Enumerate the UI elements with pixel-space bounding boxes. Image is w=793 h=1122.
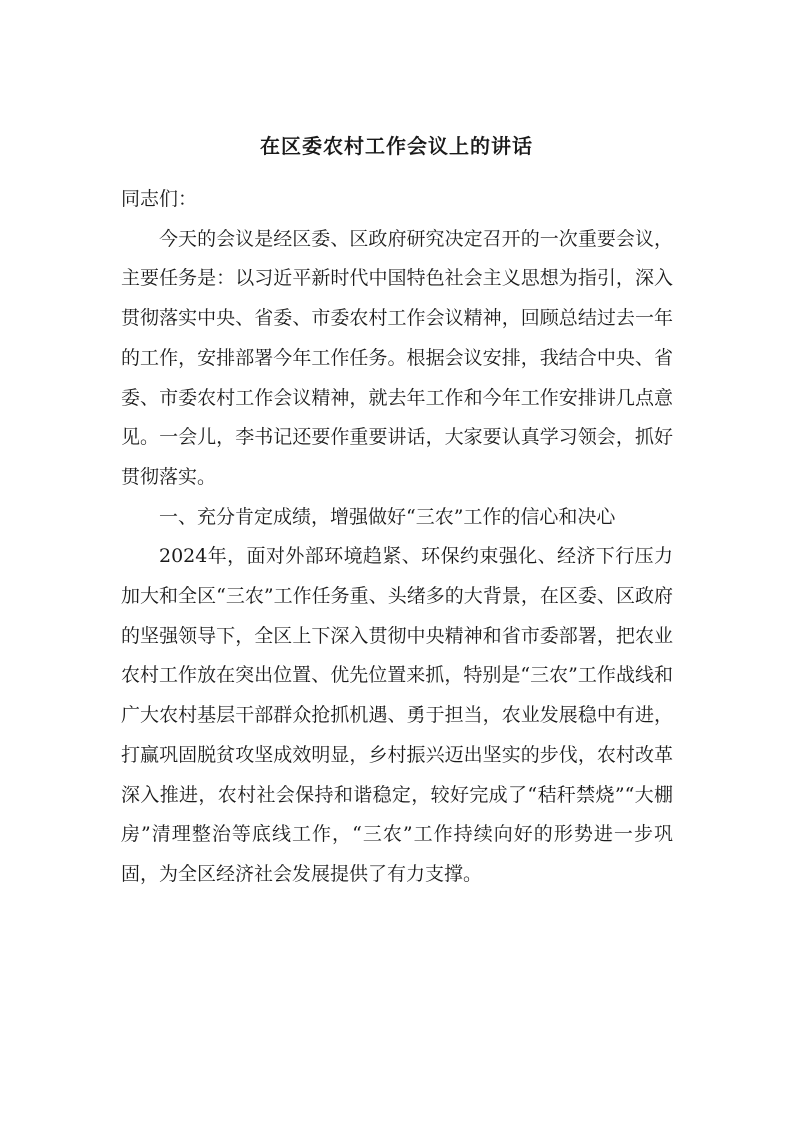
- paragraph-achievements: 2024年，面对外部环境趋紧、环保约束强化、经济下行压力加大和全区“三农”工作任务重、头绪多的大背景，在区委、区政府的坚强领导下，全区上下深入贯彻中央精神和省市委部署，把农业农村工作放在突出位置、优先位置来抓，特别是“三农”工作战线和广大农村基层干部群众抢抓机遇、勇于担当，农业发展稳中有进，打赢巩固脱贫攻坚成效明显，乡村振兴迈出坚实的步伐，农村改革深入推进，农村社会保持和谐稳定，较好完成了“秸秆禁烧”“大棚房”清理整治等底线工作，“三农”工作持续向好的形势进一步巩固，为全区经济社会发展提供了有力支撑。: [121, 545, 673, 885]
- paragraph-intro: 今天的会议是经区委、区政府研究决定召开的一次重要会议，主要任务是：以习近平新时代中国特色社会主义思想为指引，深入贯彻落实中央、省委、市委农村工作会议精神，回顾总结过去一年的工作，安排部署今年工作任务。根据会议安排，我结合中央、省委、市委农村工作会议精神，就去年工作和今年工作安排讲几点意见。一会儿，李书记还要作重要讲话，大家要认真学习领会，抓好贯彻落实。: [121, 227, 673, 488]
- section-heading-1: 一、充分肯定成绩，增强做好“三农”工作的信心和决心: [159, 505, 616, 528]
- salutation: 同志们：: [121, 188, 198, 210]
- document-body: [121, 180, 673, 895]
- document-title: 在区委农村工作会议上的讲话: [260, 134, 533, 158]
